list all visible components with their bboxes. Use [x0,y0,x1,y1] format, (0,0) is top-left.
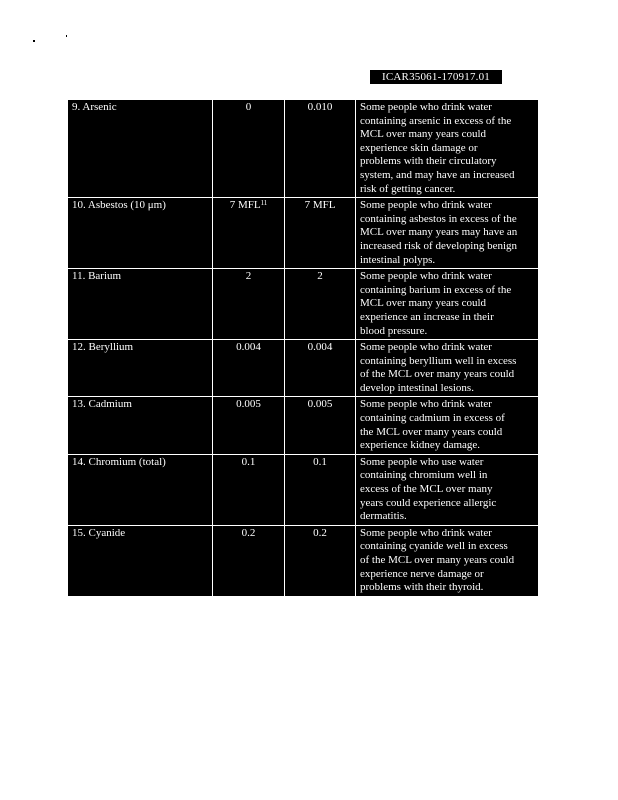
contaminant-cell: 13. Cadmium [68,397,213,454]
table-row [68,269,539,340]
mcl-cell: 0.004 [285,340,356,397]
mcl-cell: 0.010 [285,100,356,198]
mclg-value: 0.1 [241,455,256,468]
table-row [68,525,539,596]
mclg-cell [213,340,285,397]
scan-speck [66,35,67,37]
mclg-value: 0.2 [241,526,256,539]
health-effects-cell: Some people who drink water containing arsenic in excess of the MCL over many years could experience skin damage or problems with their circulatory system, and may have an increased risk of getting cancer. [356,100,539,198]
table-row [68,340,539,397]
health-effects-cell: Some people who drink water containing cadmium in excess of the MCL over many years could experience kidney damage. [356,397,539,454]
mclg-value: 7 MFL [229,199,261,212]
mclg-cell [213,198,285,269]
mclg-cell [213,397,285,454]
mclg-value: 0.005 [236,398,261,411]
contaminant-cell: 15. Cyanide [68,525,213,596]
mcl-cell: 7 MFL [285,198,356,269]
mcl-cell: 2 [285,269,356,340]
health-effects-cell: Some people who drink water containing asbestos in excess of the MCL over many years may have an increased risk of developing benign intestinal polyps. [356,198,539,269]
mclg-cell [213,525,285,596]
table-row [68,397,539,454]
mcl-cell: 0.2 [285,525,356,596]
mclg-cell [213,100,285,198]
contaminant-cell: 11. Barium [68,269,213,340]
mclg-cell [213,454,285,525]
contaminant-cell: 9. Arsenic [68,100,213,198]
document-id: ICAR35061-170917.01 [370,70,502,84]
mclg-value: 2 [245,270,252,283]
contaminant-table [67,99,539,597]
health-effects-cell: Some people who drink water containing barium in excess of the MCL over many years could experience an increase in their blood pressure. [356,269,539,340]
mcl-cell: 0.1 [285,454,356,525]
mclg-value: 0.004 [236,341,261,354]
table-row [68,454,539,525]
contaminant-cell: 14. Chromium (total) [68,454,213,525]
mclg-value: 0 [245,101,252,113]
contaminant-cell: 12. Beryllium [68,340,213,397]
health-effects-cell: Some people who use water containing chromium well in excess of the MCL over many years could experience allergic dermatitis. [356,454,539,525]
health-effects-cell: Some people who drink water containing beryllium well in excess of the MCL over many years could develop intestinal lesions. [356,340,539,397]
table-row [68,100,539,198]
mclg-cell [213,269,285,340]
table-row [68,198,539,269]
scan-speck [33,40,35,42]
health-effects-cell: Some people who drink water containing cyanide well in excess of the MCL over many years could experience nerve damage or problems with their thyroid. [356,525,539,596]
contaminant-cell: 10. Asbestos (10 μm) [68,198,213,269]
mcl-cell: 0.005 [285,397,356,454]
footnote-marker: 11 [260,199,268,208]
